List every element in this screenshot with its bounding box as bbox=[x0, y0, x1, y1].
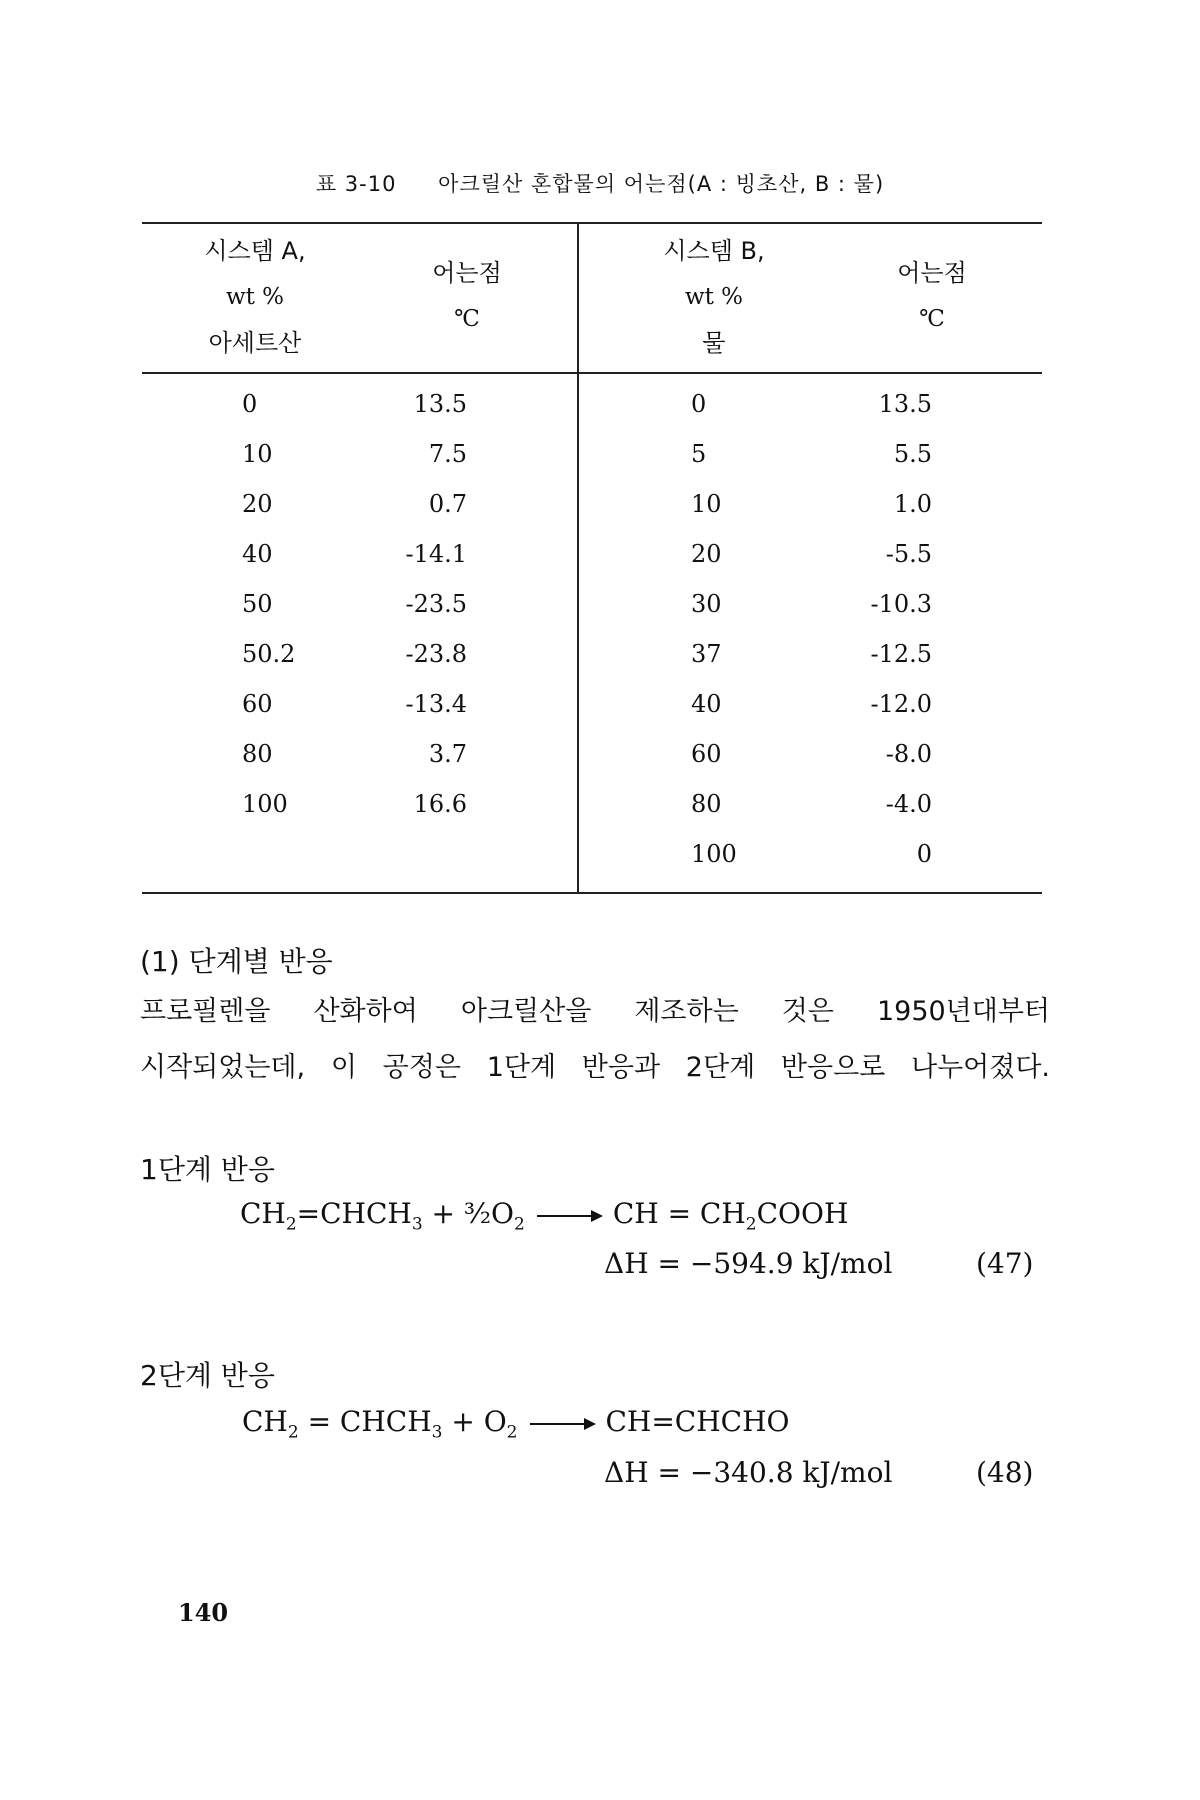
cell-freezing-point: -5.5 bbox=[885, 540, 932, 568]
step1-eq-part: CH bbox=[240, 1197, 286, 1230]
step1-enthalpy: ΔH = −594.9 kJ/mol bbox=[604, 1247, 893, 1280]
step2-eq-part: = CHCH bbox=[298, 1405, 432, 1438]
step1-eq-part: COOH bbox=[756, 1197, 849, 1230]
table-row bbox=[142, 378, 577, 428]
table-row bbox=[579, 378, 1042, 428]
table-row bbox=[142, 728, 577, 778]
table-row bbox=[579, 828, 1042, 878]
cell-freezing-point: 3.7 bbox=[428, 740, 467, 768]
cell-freezing-point: -12.5 bbox=[870, 640, 932, 668]
cell-wt-percent: 60 bbox=[242, 690, 273, 718]
cell-wt-percent: 20 bbox=[691, 540, 722, 568]
table-caption bbox=[0, 168, 1200, 198]
header-a-line1: 시스템 A, bbox=[204, 237, 306, 265]
table-row bbox=[142, 478, 577, 528]
table-caption-label: 표 3-10 bbox=[315, 172, 397, 196]
table-row bbox=[579, 628, 1042, 678]
table-row bbox=[142, 628, 577, 678]
cell-wt-percent: 100 bbox=[242, 790, 288, 818]
table-row bbox=[142, 678, 577, 728]
table-row bbox=[579, 778, 1042, 828]
cell-freezing-point: 16.6 bbox=[413, 790, 467, 818]
cell-wt-percent: 40 bbox=[691, 690, 722, 718]
header-a-freezing-point: 어는점 bbox=[432, 259, 502, 287]
table-row bbox=[142, 528, 577, 578]
header-a-unit: ℃ bbox=[454, 306, 480, 332]
cell-wt-percent: 20 bbox=[242, 490, 273, 518]
table-row bbox=[142, 778, 577, 828]
cell-wt-percent: 0 bbox=[691, 390, 707, 418]
table-body-system-b bbox=[579, 374, 1042, 892]
table-row bbox=[579, 528, 1042, 578]
cell-wt-percent: 0 bbox=[242, 390, 258, 418]
cell-freezing-point: 13.5 bbox=[878, 390, 932, 418]
step1-eq-part: CH = CH bbox=[612, 1197, 746, 1230]
step1-eq-sub: 2 bbox=[745, 1214, 757, 1235]
cell-freezing-point: 1.0 bbox=[893, 490, 932, 518]
step1-eq-part: + ³⁄₂O bbox=[422, 1197, 514, 1230]
table-row bbox=[142, 578, 577, 628]
step1-equation-number: (47) bbox=[976, 1247, 1034, 1280]
step1-eq-sub: 3 bbox=[411, 1214, 423, 1235]
step1-eq-part: =CHCH bbox=[296, 1197, 412, 1230]
step2-eq-sub: 2 bbox=[287, 1422, 299, 1443]
cell-freezing-point: -14.1 bbox=[405, 540, 467, 568]
cell-wt-percent: 80 bbox=[691, 790, 722, 818]
cell-freezing-point: 13.5 bbox=[413, 390, 467, 418]
table-row bbox=[579, 728, 1042, 778]
cell-freezing-point: -23.8 bbox=[405, 640, 467, 668]
header-a-line2: wt % bbox=[225, 284, 285, 310]
step1-eq-sub: 2 bbox=[285, 1214, 297, 1235]
page-number: 140 bbox=[178, 1598, 229, 1627]
header-b-line2: wt % bbox=[684, 284, 744, 310]
cell-wt-percent: 50 bbox=[242, 590, 273, 618]
paragraph-line-2: 시작되었는데, 이 공정은 1단계 반응과 2단계 반응으로 나누어졌다. bbox=[140, 1052, 1050, 1083]
step1-eq-sub: 2 bbox=[514, 1214, 525, 1235]
cell-wt-percent: 60 bbox=[691, 740, 722, 768]
cell-freezing-point: 0.7 bbox=[428, 490, 467, 518]
table-row bbox=[142, 428, 577, 478]
cell-freezing-point: -13.4 bbox=[405, 690, 467, 718]
paragraph-line-1: 프로필렌을 산화하여 아크릴산을 제조하는 것은 1950년대부터 bbox=[140, 996, 1050, 1027]
cell-freezing-point: 7.5 bbox=[428, 440, 467, 468]
table-row bbox=[579, 478, 1042, 528]
table-body bbox=[142, 374, 1042, 892]
header-a-line3: 아세트산 bbox=[208, 329, 302, 357]
table-body-system-a bbox=[142, 374, 579, 892]
step2-equation bbox=[242, 1405, 789, 1443]
cell-wt-percent: 50.2 bbox=[242, 640, 296, 668]
header-b-freezing-point: 어는점 bbox=[897, 259, 967, 287]
header-b-line3: 물 bbox=[702, 329, 726, 357]
reaction-arrow-icon bbox=[530, 1423, 594, 1425]
step2-eq-part: + O bbox=[442, 1405, 507, 1438]
step2-eq-part: CH bbox=[242, 1405, 288, 1438]
table-header bbox=[142, 224, 1042, 374]
step2-heading: 2단계 반응 bbox=[140, 1359, 275, 1392]
step2-eq-sub: 2 bbox=[506, 1422, 518, 1443]
cell-wt-percent: 10 bbox=[242, 440, 273, 468]
cell-wt-percent: 5 bbox=[691, 440, 707, 468]
cell-wt-percent: 37 bbox=[691, 640, 722, 668]
reaction-arrow-icon bbox=[537, 1215, 601, 1217]
cell-freezing-point: -23.5 bbox=[405, 590, 467, 618]
header-system-a bbox=[142, 224, 579, 372]
header-b-unit: ℃ bbox=[919, 306, 945, 332]
cell-wt-percent: 10 bbox=[691, 490, 722, 518]
cell-wt-percent: 80 bbox=[242, 740, 273, 768]
cell-freezing-point: -4.0 bbox=[885, 790, 932, 818]
cell-freezing-point: 0 bbox=[916, 840, 932, 868]
cell-freezing-point: -10.3 bbox=[870, 590, 932, 618]
cell-freezing-point: 5.5 bbox=[893, 440, 932, 468]
table-caption-title: 아크릴산 혼합물의 어는점(A : 빙초산, B : 물) bbox=[438, 172, 885, 196]
table-row bbox=[579, 578, 1042, 628]
freezing-point-table bbox=[142, 222, 1042, 894]
step1-heading: 1단계 반응 bbox=[140, 1153, 275, 1186]
step2-eq-part: CH=CHCHO bbox=[605, 1405, 790, 1438]
table-row bbox=[579, 678, 1042, 728]
cell-freezing-point: -12.0 bbox=[870, 690, 932, 718]
step1-equation bbox=[240, 1197, 848, 1235]
header-b-line1: 시스템 B, bbox=[663, 237, 765, 265]
cell-wt-percent: 40 bbox=[242, 540, 273, 568]
table-row bbox=[579, 428, 1042, 478]
cell-freezing-point: -8.0 bbox=[885, 740, 932, 768]
step2-enthalpy: ΔH = −340.8 kJ/mol bbox=[604, 1456, 893, 1489]
cell-wt-percent: 100 bbox=[691, 840, 737, 868]
step2-eq-sub: 3 bbox=[431, 1422, 443, 1443]
cell-wt-percent: 30 bbox=[691, 590, 722, 618]
step2-equation-number: (48) bbox=[976, 1456, 1034, 1489]
section-heading: (1) 단계별 반응 bbox=[140, 945, 333, 978]
header-system-b bbox=[579, 224, 1042, 372]
